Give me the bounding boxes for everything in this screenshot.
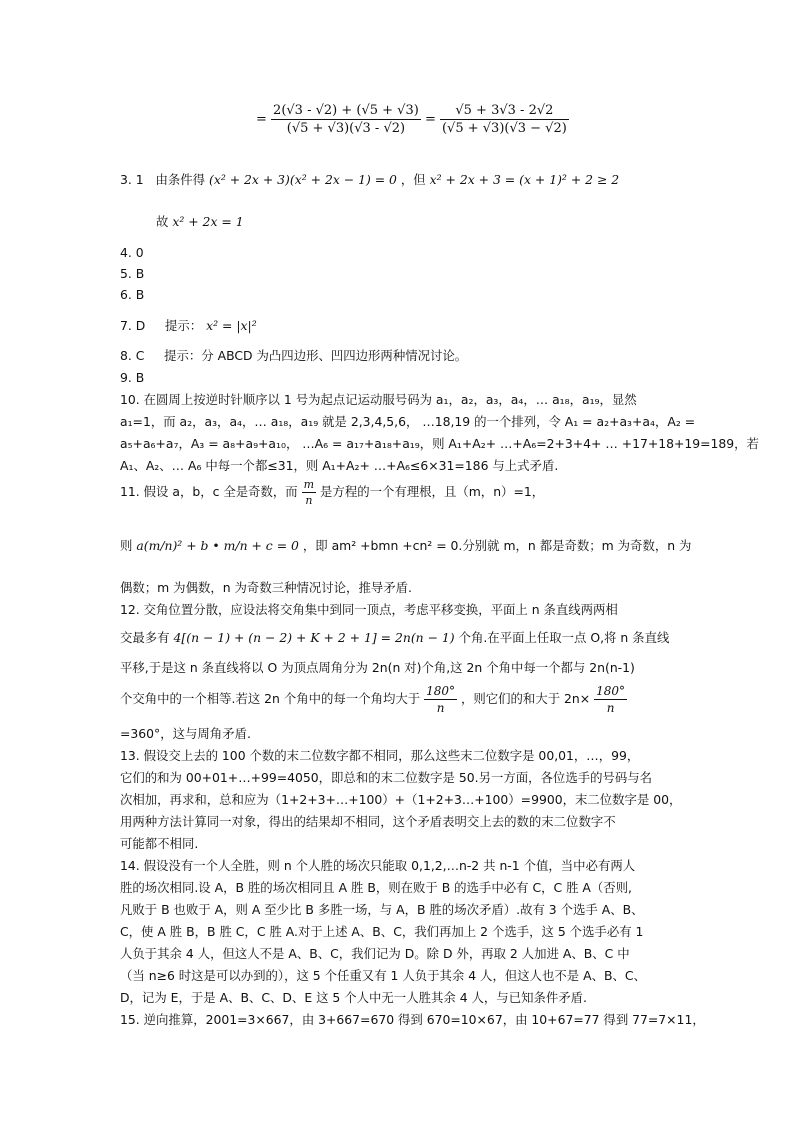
item-12-line-4 <box>120 684 627 715</box>
item-12-line-2 <box>120 628 669 646</box>
equation: a(m/n)² + b • m/n + c = 0 <box>136 538 299 553</box>
item-5: 5. B <box>120 266 145 281</box>
item-12-line-3: 平移,于是这 n 条直线将以 O 为顶点周角分为 2n(n 对)个角,这 2n 个角中每一个都与 2n(n-1) <box>120 660 635 675</box>
item-text: 是方程的一个有理根，且（m，n）=1， <box>320 484 545 499</box>
fraction-1-denominator: (√5 + √3)(√3 - √2) <box>286 121 406 136</box>
item-14-line-1: 14. 假设没有一个人全胜，则 n 个人胜的场次只能取 0,1,2,…n-2 共 n-1 个值，当中必有两人 <box>120 858 636 873</box>
item-10-line-4: A₁、A₂、… A₆ 中每一个都≤31，则 A₁+A₂+ …+A₆≤6×31=186 与上式矛盾. <box>120 458 559 473</box>
item-text: ，即 am² +bmn +cn² = 0.分别就 m，n 都是奇数；m 为奇数，n 为 <box>302 538 692 553</box>
fraction-numerator: 180° <box>426 684 456 698</box>
item-10-line-2: a₁=1，而 a₂，a₃，a₄，… a₁₈，a₁₉ 就是 2,3,4,5,6， …18,19 的一个排列，令 A₁ = a₂+a₃+a₄，A₂ = <box>120 414 696 429</box>
item-13-line-1: 13. 假设交上去的 100 个数的末二位数字都不相同，那么这些末二位数字是 00,01，…，99， <box>120 748 640 763</box>
item-number: 3. 1 <box>120 172 144 187</box>
equation: (x² + 2x + 3)(x² + 2x − 1) = 0 <box>209 172 397 187</box>
equals-sign: = <box>424 112 436 127</box>
fraction-denominator: n <box>606 701 615 715</box>
fraction-180-over-n <box>594 684 627 715</box>
item-text: 11. 假设 a，b，c 全是奇数，而 <box>120 484 298 499</box>
item-10-line-3: a₅+a₆+a₇，A₃ = a₈+a₉+a₁₀， …A₆ = a₁₇+a₁₈+a₁₉，则 A₁+A₂+ …+A₆=2+3+4+ … +17+18+19=189，若 <box>120 436 759 451</box>
fraction-2 <box>440 103 569 136</box>
item-14-line-2: 胜的场次相同.设 A，B 胜的场次相同且 A 胜 B，则在败于 B 的选手中必有 C，C 胜 A（否则, <box>120 880 632 895</box>
item-4: 4. 0 <box>120 245 144 260</box>
fraction-numerator: 180° <box>596 684 626 698</box>
fraction-denominator: n <box>436 701 445 715</box>
item-number: 7. D <box>120 318 146 333</box>
item-11-line-2 <box>120 536 691 554</box>
item-12-line-1: 12. 交角位置分散，应设法将交角集中到同一顶点，考虑平移变换，平面上 n 条直线两两相 <box>120 602 618 617</box>
equation: 4[(n − 1) + (n − 2) + K + 2 + 1] = 2n(n − 1) <box>173 630 455 645</box>
item-3 <box>120 170 619 188</box>
fraction-1 <box>271 103 421 136</box>
item-9: 9. B <box>120 370 145 385</box>
fraction-m-over-n <box>302 478 316 507</box>
equals-sign: = <box>256 112 267 127</box>
item-13-line-3: 次相加，再求和，总和应为（1+2+3+…+100）+（1+2+3…+100）=9900，末二位数字是 00， <box>120 792 682 807</box>
item-11-line-1 <box>120 478 544 507</box>
item-text: 个交角中的一个相等.若这 2n 个角中的每一个角均大于 <box>120 691 421 706</box>
fraction-2-denominator: (√5 + √3)(√3 − √2) <box>441 121 567 136</box>
item-13-line-5: 可能都不相同. <box>120 836 199 851</box>
item-14-line-4: C，使 A 胜 B，B 胜 C，C 胜 A.对于上述 A、B、C，我们再加上 2 个选手，这 5 个选手必有 1 <box>120 924 644 939</box>
fraction-1-numerator: 2(√3 - √2) + (√5 + √3) <box>273 103 419 118</box>
fraction-180-over-n <box>424 684 457 715</box>
fraction-2-numerator: √5 + 3√3 - 2√2 <box>440 103 569 120</box>
hint-label: 提示： <box>165 318 203 333</box>
item-text: ，则它们的和大于 2n× <box>460 691 591 706</box>
fraction-numerator: m <box>303 478 315 491</box>
item-text: ，但 <box>400 172 426 187</box>
hint-text: 提示：分 ABCD 为凸四边形、凹四边形两种情况讨论。 <box>164 348 468 363</box>
item-text: 由条件得 <box>155 172 206 187</box>
item-13-line-4: 用两种方法计算同一对象，得出的结果却不相同，这个矛盾表明交上去的数的末二位数字不 <box>120 814 616 829</box>
item-10-line-1: 10. 在圆周上按逆时针顺序以 1 号为起点记运动服号码为 a₁，a₂，a₃，a₄，… a₁₈，a₁₉，显然 <box>120 392 637 407</box>
item-14-line-6: （当 n≥6 时这是可以办到的），这 5 个任重又有 1 人负于其余 4 人，但这人也不是 A、B、C、 <box>120 968 646 983</box>
item-11-line-3: 偶数；m 为偶数，n 为奇数三种情况讨论，推导矛盾. <box>120 580 412 595</box>
equation: x² = |x|² <box>206 318 257 333</box>
item-14-line-7: D，记为 E，于是 A、B、C、D、E 这 5 个人中无一人胜其余 4 人，与已知条件矛盾. <box>120 990 587 1005</box>
item-12-line-5: =360°，这与周角矛盾. <box>120 726 251 741</box>
equation: x² + 2x = 1 <box>172 214 244 229</box>
item-13-line-2: 它们的和为 00+01+…+99=4050，即总和的末二位数字是 50.另一方面，各位选手的号码与名 <box>120 770 653 785</box>
item-text: 交最多有 <box>120 630 170 645</box>
item-text: 则 <box>120 538 133 553</box>
item-text: 个角.在平面上任取一点 O,将 n 条直线 <box>458 630 670 645</box>
top-formula <box>256 103 569 136</box>
fraction-denominator: n <box>305 494 313 507</box>
item-6: 6. B <box>120 287 145 302</box>
item-15-line-1: 15. 逆向推算，2001=3×667，由 3+667=670 得到 670=10×67，由 10+67=77 得到 77=7×11， <box>120 1012 705 1027</box>
item-number: 8. C <box>120 348 145 363</box>
item-text: 故 <box>156 214 169 229</box>
equation: x² + 2x + 3 = (x + 1)² + 2 ≥ 2 <box>429 172 620 187</box>
item-8 <box>120 346 467 364</box>
item-7 <box>120 316 257 334</box>
item-14-line-3: 凡败于 B 也败于 A，则 A 至少比 B 多胜一场，与 A，B 胜的场次矛盾）.故有 3 个选手 A、B、 <box>120 902 644 917</box>
item-14-line-5: 人负于其余 4 人，但这人不是 A、B、C，我们记为 D。除 D 外，再取 2 人加进 A、B、C 中 <box>120 946 630 961</box>
item-3-conclusion <box>156 212 244 230</box>
